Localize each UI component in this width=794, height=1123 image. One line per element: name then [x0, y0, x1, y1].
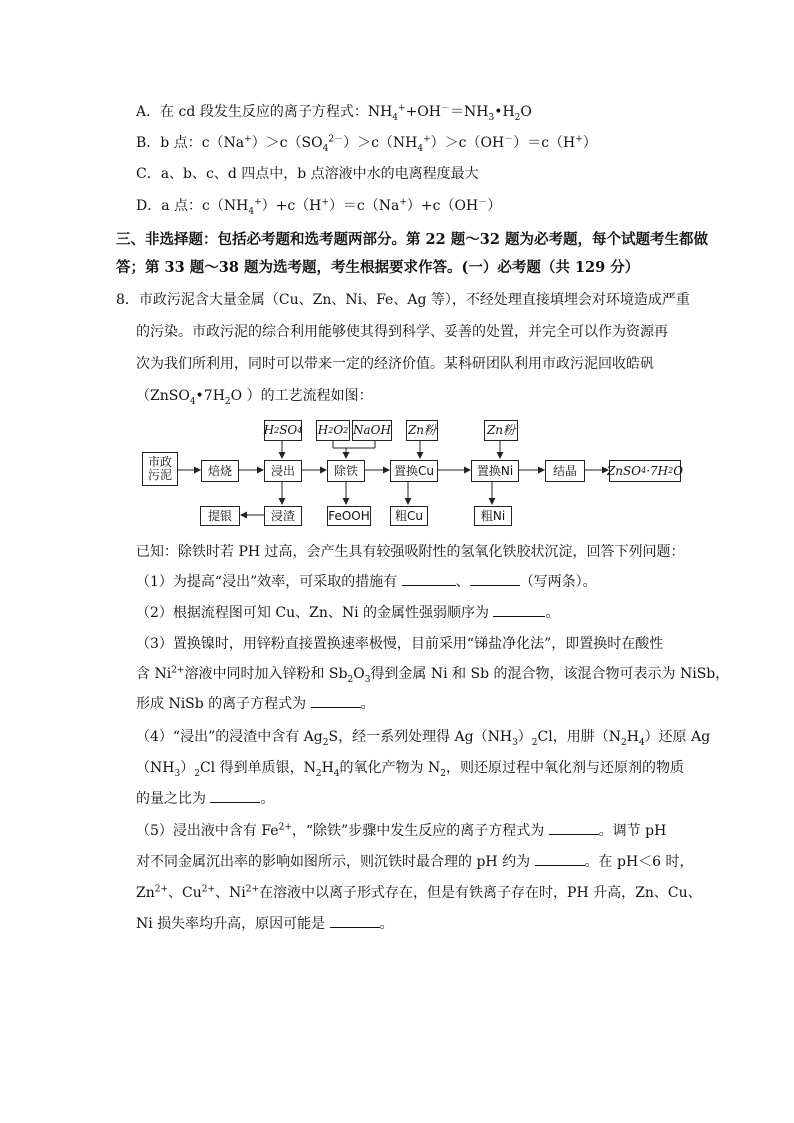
q8-line4: （$ZnSO_4•7H_2O$ ）的工艺流程如图： — [136, 388, 373, 407]
subq-2: （2）根据流程图可知 Cu、Zn、Ni 的金属性强弱顺序为 。 — [136, 605, 560, 621]
answer-blank[interactable] — [330, 915, 380, 928]
subq-3-line2: 含 $Ni^{2+}$溶液中同时加入锌粉和 $Sb_2O_3$得到金属 Ni 和 Sb 的混合物，该混合物可表示为 NiSb， — [136, 665, 730, 685]
answer-blank[interactable] — [549, 822, 599, 835]
output-crude-cu: 粗Cu — [390, 506, 428, 526]
q8-line2: 的污染。市政污泥的综合利用能够使其得到科学、妥善的处置，并完全可以作为资源再 — [136, 324, 668, 340]
output-crude-ni: 粗Ni — [474, 506, 512, 526]
answer-blank[interactable] — [470, 573, 520, 586]
subq-5-line1: （5）浸出液中含有 $Fe^{2+}$，“除铁”步骤中发生反应的离子方程式为 。调节 pH — [136, 822, 667, 839]
output-leach-residue: 浸渣 — [264, 506, 302, 526]
section-heading-line2: 答；第 33 题～38 题为选考题，考生根据要求作答。(一）必考题（共 129 分） — [116, 259, 640, 276]
subq-5-line4: Ni 损失率均升高，原因可能是 。 — [136, 916, 394, 932]
subq-5-line3: $Zn^{2+}$、$Cu^{2+}$、$Ni^{2+}$在溶液中以离子形式存在，但是有铁离子存在时，PH 升高，Zn、Cu、 — [136, 884, 702, 901]
option-a: A．在 cd 段发生反应的离子方程式：$NH_4^++OH^-=NH_3•H_2O$ — [136, 103, 532, 123]
q8-line1: 8．市政污泥含大量金属（Cu、Zn、Ni、Fe、Ag 等），不经处理直接填埋会对环境造成严重 — [116, 292, 690, 308]
flow-start-box: 市政污泥 — [142, 452, 178, 486]
output-feooh: FeOOH — [327, 506, 371, 526]
reagent-naoh: NaOH — [352, 420, 392, 441]
subq-4-line2: $(NH_3)_2Cl$ 得到单质银，$N_2H_4$的氧化产物为 $N_2$，则还原过程中氧化剂与还原剂的物质 — [136, 760, 684, 779]
known-text: 已知：除铁时若 PH 过高，会产生具有较强吸附性的氢氧化铁胶状沉淀，回答下列问题： — [136, 544, 685, 560]
output-silver: 提银 — [200, 506, 240, 526]
answer-blank[interactable] — [311, 695, 361, 708]
option-b: B．b 点：$c(Na^+)>c(SO_4^{2-})>c(NH_4^+)>c(OH^-)=c(H^+)$ — [136, 134, 597, 154]
flow-step-replace-cu: 置换Cu — [390, 460, 438, 482]
flow-product-box: ZnSO 4 ·7H 2 O — [609, 460, 681, 482]
flow-step-roast: 焙烧 — [201, 460, 239, 482]
flow-step-remove-iron: 除铁 — [327, 460, 365, 482]
section-heading-line1: 三、非选择题：包括必考题和选考题两部分。第 22 题～32 题为必考题，每个试题考生都做 — [116, 231, 708, 248]
answer-blank[interactable] — [493, 604, 545, 617]
subq-3-line3: 形成 NiSb 的离子方程式为 。 — [136, 696, 375, 712]
option-c: C．a、b、c、d 四点中，b 点溶液中水的电离程度最大 — [136, 166, 479, 182]
q8-line3: 次为我们所利用，同时可以带来一定的经济价值。某科研团队利用市政污泥回收皓矾 — [136, 356, 654, 372]
answer-blank[interactable] — [535, 853, 585, 866]
subq-5-line2: 对不同金属沉出率的影响如图所示，则沉铁时最合理的 pH 约为 。在 pH＜6 时， — [136, 854, 694, 870]
reagent-zn-powder-2: Zn粉 — [484, 420, 518, 441]
subq-4-line3: 的量之比为 。 — [136, 791, 275, 807]
subq-1: （1）为提高“浸出”效率，可采取的措施有 、 （写两条）。 — [136, 574, 597, 590]
subq-3-line1: （3）置换镍时，用锌粉直接置换速率极慢，目前采用“锑盐净化法”，即置换时在酸性 — [136, 636, 664, 652]
subq-4-line1: （4）“浸出”的浸渣中含有 $Ag_2S$，经一系列处理得 $Ag(NH_3)_2Cl$，用肼$(N_2H_4)$还原 Ag — [136, 729, 711, 748]
answer-blank[interactable] — [210, 790, 260, 803]
flow-step-leach: 浸出 — [264, 460, 302, 482]
flow-step-replace-ni: 置换Ni — [471, 460, 519, 482]
process-flowchart — [136, 418, 696, 528]
option-d: D．a 点：$c(NH_4^+)+c(H^+)=c(Na^+)+c(OH^-)$ — [136, 197, 502, 217]
reagent-h2so4: H 2 SO 4 — [264, 420, 302, 441]
reagent-zn-powder-1: Zn粉 — [406, 420, 438, 441]
answer-blank[interactable] — [402, 573, 456, 586]
reagent-h2o2: H 2 O 2 — [316, 420, 350, 441]
flow-step-crystallize: 结晶 — [545, 460, 585, 482]
